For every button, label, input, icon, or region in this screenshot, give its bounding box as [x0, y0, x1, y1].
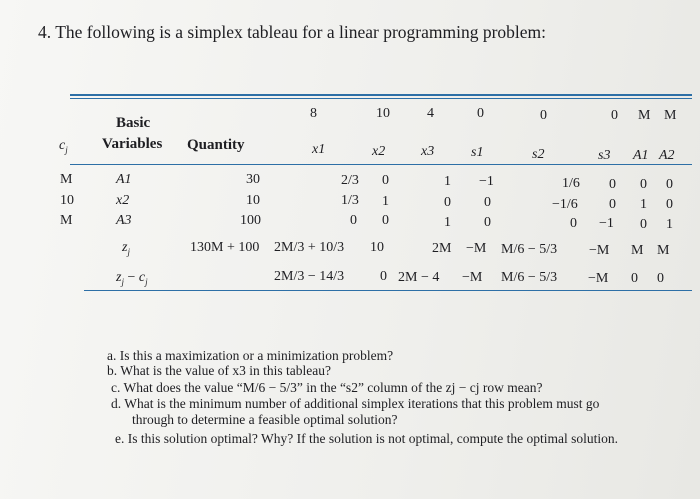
zj-quantity: 130M + 100 [190, 240, 260, 255]
zj-cj-x2: 0 [380, 269, 387, 284]
question-d: d. What is the minimum number of additional simplex iterations that this problem must go [111, 396, 600, 411]
row1-A1: 0 [640, 177, 647, 192]
row3-basic: A3 [116, 213, 132, 228]
question-e: e. Is this solution optimal? Why? If the solution is not optimal, compute the optimal solution. [115, 431, 618, 446]
question-a: a. Is this a maximization or a minimization problem? [107, 348, 394, 363]
question-c: c. What does the value “M/6 − 5/3” in the “s2” column of the zj − cj row mean? [111, 380, 543, 395]
zj-cj-s1: −M [462, 270, 483, 285]
row3-s3: −1 [599, 216, 614, 231]
table-top-rule-2 [70, 98, 692, 99]
cj-s2: 0 [540, 108, 547, 123]
row1-x3: 1 [444, 174, 451, 189]
row2-x1: 1/3 [341, 193, 359, 208]
row1-s1: −1 [479, 174, 494, 189]
row1-s2: 1/6 [562, 176, 580, 191]
col-s2: s2 [532, 147, 545, 162]
row3-s1: 0 [484, 215, 491, 230]
row1-A2: 0 [666, 177, 673, 192]
col-s1: s1 [471, 145, 484, 160]
row3-x2: 0 [382, 213, 389, 228]
row1-cj: M [60, 172, 73, 187]
row2-basic: x2 [116, 193, 130, 208]
row3-x1: 0 [350, 213, 357, 228]
cj-s1: 0 [477, 106, 484, 121]
cj-x3: 4 [427, 106, 434, 121]
table-bottom-rule [84, 290, 692, 291]
row3-s2: 0 [570, 216, 577, 231]
cj-s3: 0 [611, 108, 618, 123]
cj-label: $c_j$ [59, 138, 68, 155]
zj-A1: M [631, 243, 644, 258]
col-x3: x3 [421, 144, 435, 159]
row3-A1: 0 [640, 217, 647, 232]
row1-quantity: 30 [246, 172, 260, 187]
row2-s1: 0 [484, 195, 491, 210]
col-s3: s3 [598, 148, 611, 163]
cj-x1: 8 [310, 106, 317, 121]
question-d-continued: through to determine a feasible optimal solution? [132, 412, 398, 427]
zj-cj-x3: 2M − 4 [398, 270, 440, 285]
table-top-rule [70, 94, 692, 96]
zj-s2: M/6 − 5/3 [501, 242, 558, 257]
cj-A2: M [664, 108, 677, 123]
quantity-label: Quantity [187, 137, 245, 153]
row1-s3: 0 [609, 177, 616, 192]
question-b: b. What is the value of x3 in this tableau? [107, 363, 331, 378]
row3-quantity: 100 [240, 213, 261, 228]
problem-statement [38, 22, 546, 43]
col-A1: A1 [633, 148, 649, 163]
zj-label: $z_j$ [122, 240, 130, 257]
row2-quantity: 10 [246, 193, 260, 208]
row1-x2: 0 [382, 173, 389, 188]
zj-cj-s2: M/6 − 5/3 [501, 270, 558, 285]
col-A2: A2 [659, 148, 675, 163]
row2-A2: 0 [666, 197, 673, 212]
row3-cj: M [60, 213, 73, 228]
row2-s2: −1/6 [552, 197, 578, 212]
col-x1: x1 [312, 142, 326, 157]
zj-cj-label: $z_j - c_j$ [116, 270, 148, 287]
row1-basic: A1 [116, 172, 132, 187]
row2-s3: 0 [609, 197, 616, 212]
row2-x2: 1 [382, 194, 389, 209]
zj-s1: −M [466, 241, 487, 256]
problem-text: The following is a simplex tableau for a linear programming problem: [55, 22, 547, 42]
zj-s3: −M [589, 243, 610, 258]
row2-x3: 0 [444, 195, 451, 210]
cj-A1: M [638, 108, 651, 123]
col-x2: x2 [372, 144, 386, 159]
row1-x1: 2/3 [341, 173, 359, 188]
cj-x2: 10 [376, 106, 390, 121]
zj-x3: 2M [432, 241, 452, 256]
zj-cj-s3: −M [588, 271, 609, 286]
variables-label: Variables [102, 136, 163, 152]
problem-number: 4. [38, 22, 52, 42]
basic-label: Basic [116, 115, 151, 131]
zj-cj-A1: 0 [631, 271, 638, 286]
zj-cj-x1: 2M/3 − 14/3 [274, 269, 345, 284]
row3-x3: 1 [444, 215, 451, 230]
zj-x2: 10 [370, 240, 384, 255]
zj-x1: 2M/3 + 10/3 [274, 240, 345, 255]
header-rule [70, 164, 692, 165]
row3-A2: 1 [666, 217, 673, 232]
zj-cj-A2: 0 [657, 271, 664, 286]
row2-cj: 10 [60, 193, 74, 208]
zj-A2: M [657, 243, 670, 258]
row2-A1: 1 [640, 197, 647, 212]
